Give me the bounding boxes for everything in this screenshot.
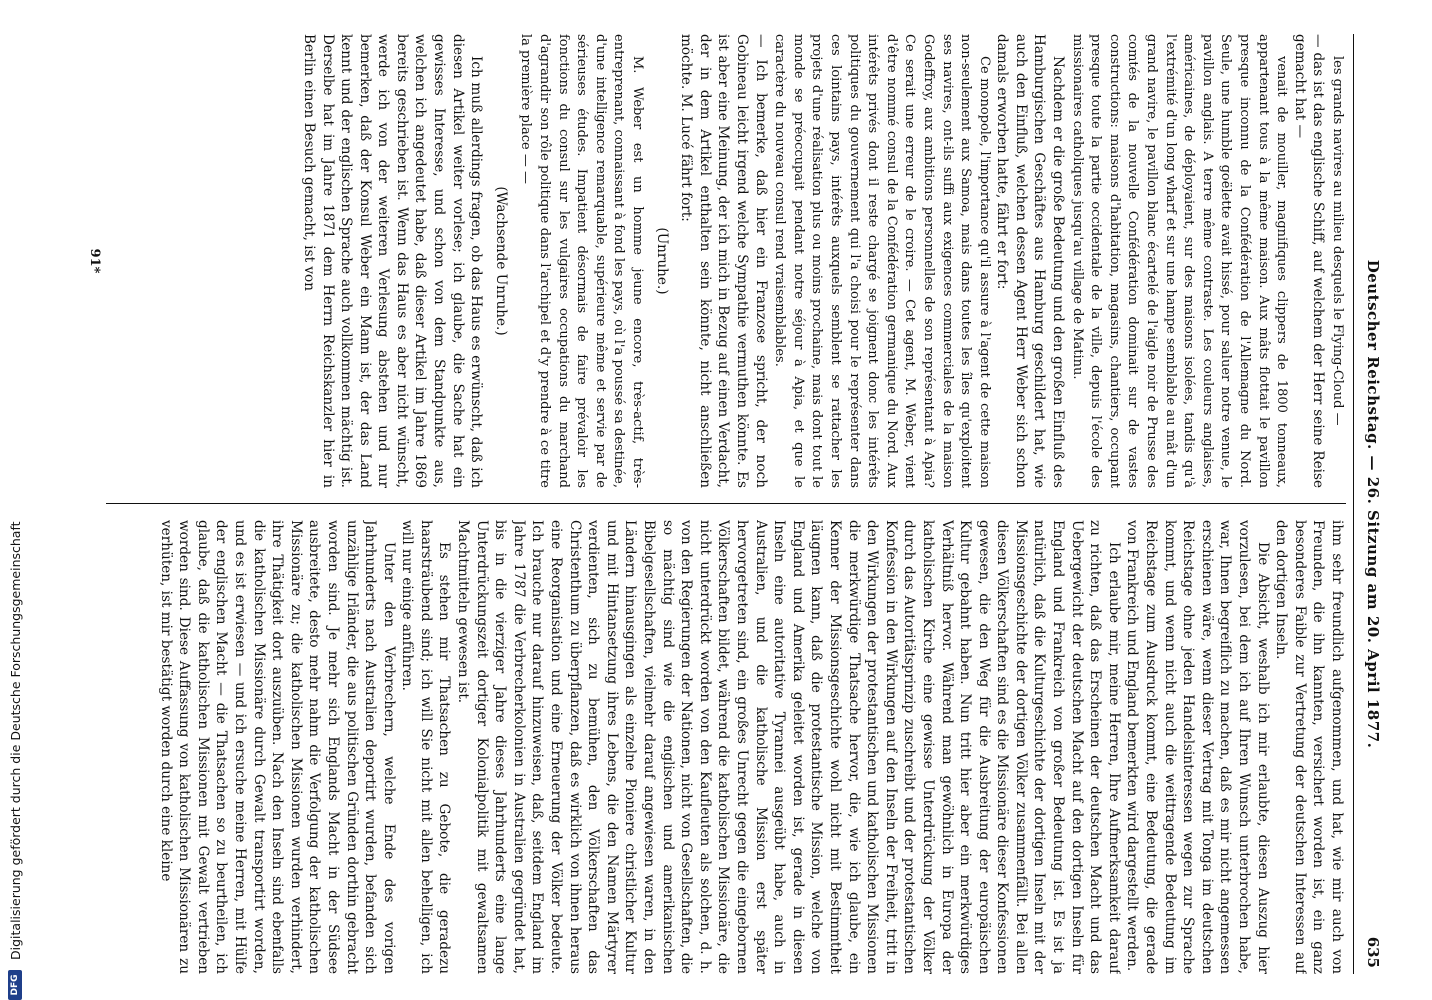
paragraph: les grands navires au milieu desquels le Flying-Cloud — bbox=[1330, 56, 1345, 426]
dfg-attribution bbox=[4, 0, 26, 1000]
attribution-text: Digitalisierung gefördert durch die Deutsche Forschungsgemeinschaft bbox=[7, 521, 23, 960]
header-rule bbox=[1353, 34, 1354, 974]
paragraph: venait de mouiller, magnifiques clippers de 1800 tonneaux, appartenant tous à la même maison. Aux mâts flottait le pavillon presque inconnu de la Confédération de l'Allemagne du Nord. Seule, une humble goëlette avait hissé, pour saluer notre venue, le pavillon anglais. A terre même contraste. Les couleurs anglaises, américaines, de déployaient, sur des maisons isolées, tandis qu'à l'extrémité d'un long wharf et sur une hampe semblable au mât d'un grand navire, le pavillon blanc écartelé de l'aigle noir de Prusse des comtés de la nouvelle Confédération dominait sur de vastes constructions: maisons d'habitation, magasins, chantiers, occupant presque toute la partie occidentale de la ville, depuis l'école des missionaires catholiques jusqu'au village de Matinu. bbox=[1069, 34, 1290, 488]
page-number: 635 bbox=[1364, 936, 1382, 968]
paragraph: (Wachsende Unruhe.) bbox=[492, 186, 509, 336]
paragraph: (Unruhe.) bbox=[653, 227, 670, 295]
paragraph: Es stehen mir Thatsachen zu Gebote, die geradezu haarsträubend sind; ich will Sie nicht mit allen behelligen, ich will nur einige anführen. bbox=[399, 520, 453, 974]
paragraph: Die Absicht, weshalb ich mir erlaubte, diesen Auszug hier vorzulesen, bei dem ich auf Ihren Wunsch unterbrochen habe, war, Ihnen begreiflich zu machen, daß es mir nicht angemessen erschienen wäre, wenn dieser Vertrag mit Tonga im deutschen Reichstage ohne jeden Handelsinteressen wegen zur Sprache kommt, und wenn nicht auch die weittragende Bedeutung im Reichstage zum Ausdruck kommt, eine Bedeutung, die gerade von Frankreich und England bemerkten wird dargestellt werden. bbox=[1124, 520, 1271, 974]
right-column bbox=[106, 520, 1346, 974]
paragraph: Ich muß allerdings fragen, ob das Haus es erwünscht, daß ich diesen Artikel weiter vorlese; ich glaube, die Sache hat ein gewisses Interesse, und schon von dem Standpunkte aus, welchen ich angedeutet habe, daß dieser Artikel im Jahre 1869 bereits geschrieben ist. Wenn das Haus es aber nicht wünscht, werde ich von der weiteren Verlesung abstehen und nur bemerken, daß der Konsul Weber ein Mann ist, der das Land kennt und der englischen Sprache auch vollkommen mächtig ist. Derselbe hat im Jahre 1871 dem Herrn Reichskanzler hier in Berlin einen Besuch gemacht, ist von bbox=[300, 34, 485, 488]
page-header bbox=[1356, 34, 1390, 974]
paragraph: ihm sehr freundlich aufgenommen, und hat, wie mir auch von Freunden, die ihn kannten, versichert worden ist, ein ganz besonderes Faible zur Vertretung der deutschen Interessen auf den dortigen Inseln. bbox=[1273, 520, 1345, 974]
paragraph: Unter den Verbrechern, welche Ende des vorigen Jahrhunderts nach Australien deportirt wurden, befanden sich unzählige Irländer, die aus politischen Gründen dorthin gebracht worden sind. Je mehr sich Englands Macht in der Südsee ausbreitete, desto mehr nahm die Verfolgung der katholischen Missionäre zu; die katholischen Missionen wurden verhindert, ihre Thätigkeit dort auszuüben. Nach den Inseln sind ebenfalls die katholischen Missionäre durch Gewalt transportirt worden, und es ist erwiesen — und ich ersuche meine Herren, mit Hülfe der englischen Macht — die Thatsachen so zu beurtheilen, ich glaube, daß die katholischen Missionen mit Gewalt vertrieben worden sind. Diese Auffassung von katholischen Missionären zu verhüten, ist mir bestätigt worden durch eine kleine bbox=[157, 520, 397, 974]
paragraph: — das ist das englische Schiff, auf welchem der Herr seine Reise gemacht hat — bbox=[1291, 34, 1327, 488]
paragraph: M. Weber est un homme jeune encore, très-actif, très-entreprenant, connaissant à fond les pays, où l'a poussé sa destinée, d'une intelligence remarquable, supérieure même et servie par de sérieuses études. Impatient désormais de faire prévaloir les fonctions du consul sur les vulgaires occupations du marchand d'agrandir son rôle politique dans l'archipel et d'y prendre à ce titre la première place — — bbox=[518, 34, 646, 488]
paragraph: Ich erlaube mir, meine Herren, Ihre Aufmerksamkeit darauf zu richten, daß das Erscheinen der deutschen Macht und das Uebergewicht der deutschen Macht auf den dortigen Inseln für England und Frankreich von großer Bedeutung ist. Es ist ja natürlich, daß die Kulturgeschichte der dortigen Inseln mit der Missionsgeschichte der dortigen Völker zusammenfällt. Bei allen diesen Völkerschaften sind es die Missionäre dieser Konfessionen gewesen, die den Weg für die Ausbreitung der europäischen Kultur gebahnt haben. Nun tritt hier aber ein merkwürdiges Verhältniß hervor. Während man gewöhnlich in Europa der katholischen Kirche eine gewisse Unterdrückung der Völker durch das Autoritätsprinzip zuschreibt und der protestantischen Konfession in den Wirkungen auf den Inseln der Freiheit, tritt in den Wirkungen der protestantischen und katholischen Missionen die merkwürdige Thatsache hervor, die, wie ich glaube, ein Kenner der Missionsgeschichte wohl nicht mit Bestimmtheit läugnen kann, daß die protestantische Mission, welche von England und Amerika geleitet worden ist, gerade in diesen Inseln eine autoritative Tyrannei ausgeübt habe, auch in Australien, und die katholische Mission erst später hervorgetreten sind, ein großes Unrecht gegen die eingebornen Völkerschaften bildet, während die katholischen Missionäre, die nicht unterdrückt worden von den Kaufleuten als solchen, d. h. von den Regierungen der Nationen, nicht von Gesellschaften, die so mächtig sind wie die englischen und amerikanischen Bibelgesellschaften, vielmehr darauf angewiesen waren, in den Ländern hinausgingen als einzelne Pioniere christlicher Kultur und mit Hintansetzung ihres Lebens, die den Namen Märtyrer verdienten, sich zu bemühen, den Völkerschaften das Christenthum zu überpflanzen, daß es wirklich von ihnen heraus eine Reorganisation und eine Erneuerung der Völker bedeute. Ich brauche nur darauf hinzuweisen, daß, seitdem England im Jahre 1787 die Verbrecherkolonien in Australien gegründet hat, bis in die vierziger Jahre dieses Jahrhunderts eine lange Unterdrückungszeit dortiger Kolonialpolitik mit gewaltsamen Machtmitteln gewesen ist. bbox=[455, 520, 1122, 974]
page-title: Deutscher Reichstag. — 26. Sitzung am 20. April 1877. bbox=[1364, 259, 1382, 749]
newspaper-page bbox=[87, 34, 1390, 974]
paragraph: Nachdem er die große Bedeutung und den großen Einfluß des Hamburgischen Geschäftes aus Hamburg geschildert hat, wie auch den Einfluß, welchen dessen Agent Herr Weber sich schon damals erworben hatte, fährt er fort: bbox=[994, 34, 1067, 488]
dfg-logo: DFG bbox=[8, 970, 22, 1000]
column-divider bbox=[106, 503, 1346, 504]
left-column bbox=[106, 34, 1346, 488]
signature-mark: 91* bbox=[87, 248, 102, 274]
paragraph: Ce monopole, l'importance qu'il assure à l'agent de cette maison non-seulement aux Samoa, mais dans toutes les îles qu'exploitent ses navires, ont-ils suffi aux exigences commerciales de la maison Godeffroy, aux ambitions personnelles de son représentant à Apia? Ce serait une erreur de le croire. — Cet agent, M. Weber, vient d'être nommé consul de la Confédération germanique du Nord. Aux intérêts privés dont il reste chargé se joignent donc les intérêts politiques du gouvernement qui l'a choisi pour le représenter dans ces lointains pays, intérêts auxquels semblent se rattacher les projets d'une réalisation plus ou moins prochaine, mais dont tout le monde se préoccupait pendant notre séjour à Apia, et que le caractère du nouveau consul rend vraisemblables. bbox=[772, 34, 992, 488]
paragraph: — Ich bemerke, daß hier ein Franzose spricht, der noch Gobineau leicht irgend welche Sympathie vermuthen könnte. Es ist aber eine Meinung, der ich mich in Bezug auf einen Verdacht, der in dem Artikel enthalten sein könnte, nicht anschließen möchte. M. Lucé fährt fort: bbox=[678, 34, 769, 488]
